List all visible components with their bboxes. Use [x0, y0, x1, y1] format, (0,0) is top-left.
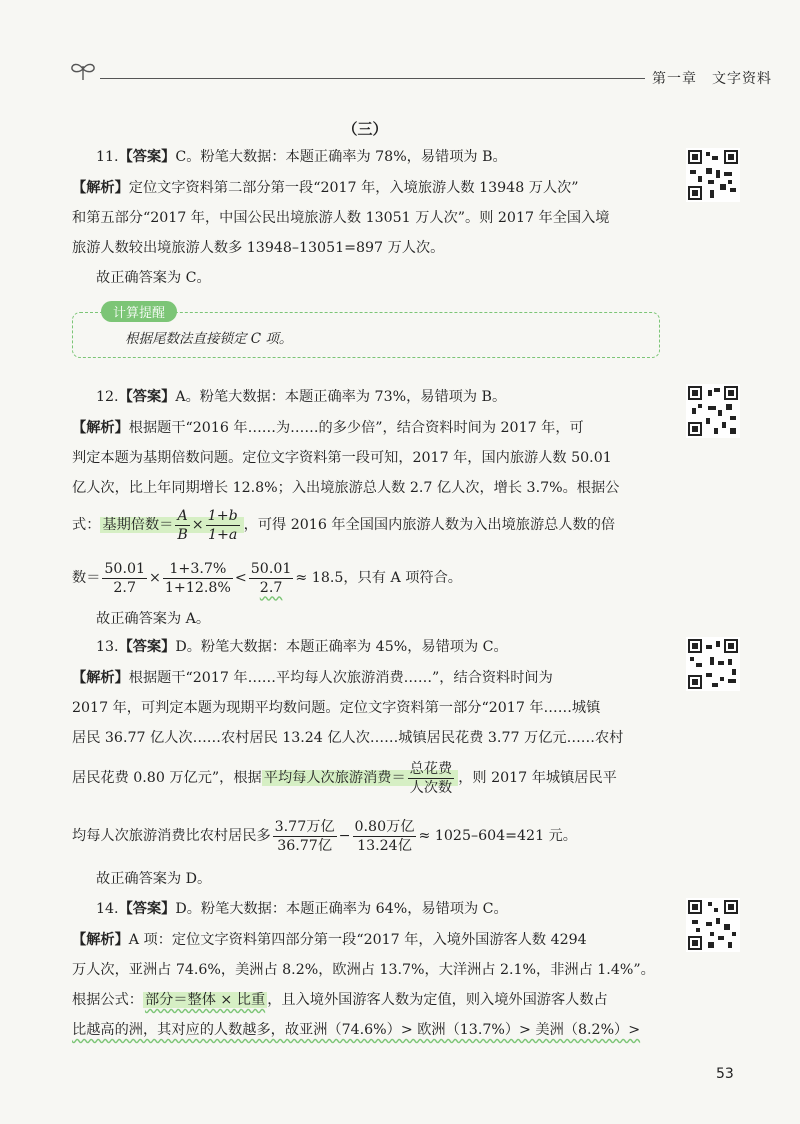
q11-conclusion: 故正确答案为 C。 — [96, 270, 211, 286]
header-divider — [100, 78, 645, 79]
tip-label: 计算提醒 — [101, 301, 177, 322]
q13-formula-line: 居民花费 0.80 万亿元”，根据 平均每人次旅游消费＝ $\frac{\text{总花费}}{\text{人次数}}$ ，则 2017 年城镇居民平 — [72, 760, 617, 796]
calculation-tip-box — [72, 306, 660, 358]
q13-answer-line: 13.【答案】D。粉笔大数据：本题正确率为 45%，易错项为 C。 — [96, 639, 508, 655]
q14-answer-line: 14.【答案】D。粉笔大数据：本题正确率为 64%，易错项为 C。 — [96, 901, 508, 917]
q12-analysis-line-2: 判定本题为基期倍数问题。定位文字资料第一段可知，2017 年，国内旅游人数 50.01 — [72, 450, 612, 466]
average-consumption-formula: 平均每人次旅游消费＝ $\frac{\text{总花费}}{\text{人次数}}$ — [262, 770, 458, 786]
q12-conclusion: 故正确答案为 A。 — [96, 611, 211, 627]
sprout-icon — [68, 60, 98, 82]
q11-answer-line: 11.【答案】C。粉笔大数据：本题正确率为 78%，易错项为 B。 — [96, 149, 507, 165]
qr-code-icon[interactable] — [686, 898, 740, 952]
q11-analysis-line-1: 【解析】定位文字资料第二部分第一段“2017 年，入境旅游人数 13948 万人次” — [72, 180, 579, 196]
q14-analysis-line-1: 【解析】A 项：定位文字资料第四部分第一段“2017 年，入境外国游客人数 4294 — [72, 932, 587, 948]
q13-analysis-line-2: 2017 年，可判定本题为现期平均数问题。定位文字资料第一部分“2017 年……城镇 — [72, 700, 601, 716]
page-header — [60, 56, 772, 96]
q14-analysis-line-2: 万人次，亚洲占 74.6%，美洲占 8.2%，欧洲占 13.7%，大洋洲占 2.1%，非洲占 1.4%”。 — [72, 962, 655, 978]
base-multiple-formula: 基期倍数＝ $\frac{A}{B}$ × $\frac{1+b}{1+a}$ — [100, 517, 243, 533]
tip-text: 根据尾数法直接锁定 C 项。 — [125, 331, 293, 347]
qr-code-icon[interactable] — [686, 148, 740, 202]
q12-calculation-line: 数＝ $\frac{50.01}{2.7}$ × $\frac{1+3.7\%}{1+12.8\%}$ < $\frac{50.01}{2.7}$ ≈ 18.5，只有 A 项符合。 — [72, 560, 462, 596]
q13-calculation-line: 均每人次旅游消费比农村居民多 $\frac{\text{3.77万亿}}{\text{36.77亿}}$ − $\frac{\text{0.80万亿}}{\text{13.24亿}}$ ≈ 1025–604=421 元。 — [72, 818, 577, 854]
q12-formula-line: 式： 基期倍数＝ $\frac{A}{B}$ × $\frac{1+b}{1+a}$ ，可得 2016 年全国国内旅游人数为入出境旅游总人数的倍 — [72, 507, 616, 543]
q13-conclusion: 故正确答案为 D。 — [96, 871, 212, 887]
qr-code-icon[interactable] — [686, 384, 740, 438]
q12-answer-line: 12.【答案】A。粉笔大数据：本题正确率为 73%，易错项为 B。 — [96, 389, 507, 405]
q11-analysis-line-3: 旅游人数较出境旅游人数多 13948–13051=897 万人次。 — [72, 240, 445, 256]
q13-analysis-line-3: 居民 36.77 亿人次……农村居民 13.24 亿人次……城镇居民花费 3.77 万亿元……农村 — [72, 730, 624, 746]
chapter-title: 第一章 文字资料 — [652, 71, 772, 87]
q12-analysis-line-3: 亿人次，比上年同期增长 12.8%；入出境旅游总人数 2.7 亿人次，增长 3.7%。根据公 — [72, 480, 620, 496]
part-whole-formula: 部分＝整体 × 比重 — [144, 992, 266, 1008]
page-number: 53 — [716, 1066, 734, 1082]
qr-code-icon[interactable] — [686, 637, 740, 691]
q14-analysis-line-4: 比越高的洲，其对应的人数越多，故亚洲（74.6%）> 欧洲（13.7%）> 美洲（8.2%）> — [72, 1022, 641, 1038]
q14-analysis-line-3: 根据公式： 部分＝整体 × 比重 ，且入境外国游客人数为定值，则入境外国游客人数占 — [72, 992, 608, 1008]
q13-analysis-line-1: 【解析】根据题干“2017 年……平均每人次旅游消费……”，结合资料时间为 — [72, 670, 553, 686]
q11-analysis-line-2: 和第五部分“2017 年，中国公民出境旅游人数 13051 万人次”。则 2017 年全国入境 — [72, 210, 610, 226]
q12-analysis-line-1: 【解析】根据题干“2016 年……为……的多少倍”，结合资料时间为 2017 年，可 — [72, 420, 584, 436]
section-title: （三） — [342, 120, 388, 138]
